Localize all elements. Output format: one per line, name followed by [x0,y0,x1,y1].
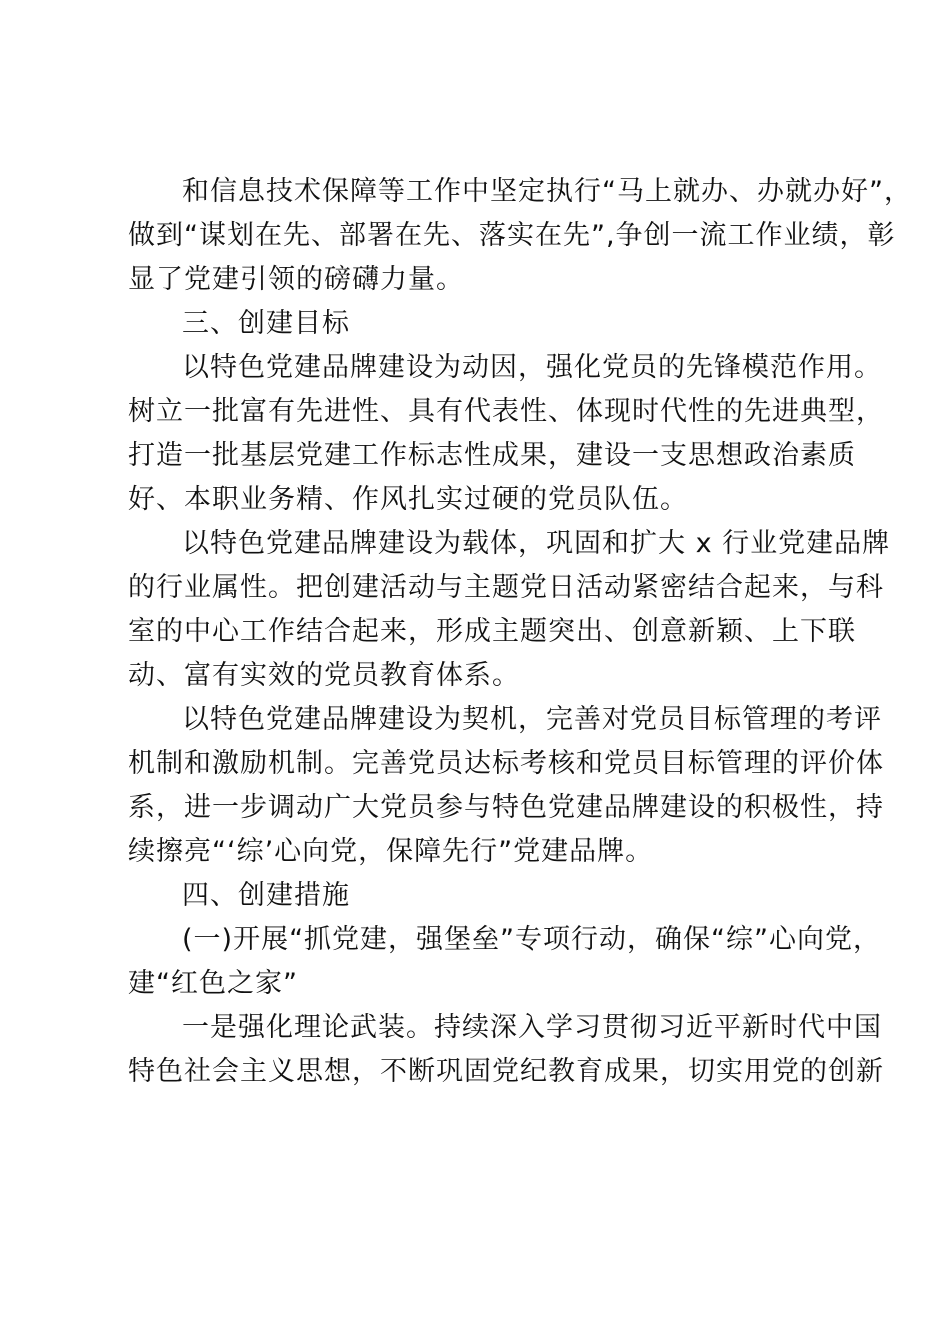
subsection-heading-continued: 建“红色之家” [128,968,298,999]
section-heading-goals: 三、创建目标 [182,308,350,339]
paragraph-line: 系，进一步调动广大党员参与特色党建品牌建设的积极性，持 [128,792,884,823]
paragraph-line: 室的中心工作结合起来，形成主题突出、创意新颖、上下联 [128,616,856,647]
paragraph-line: 以特色党建品牌建设为契机，完善对党员目标管理的考评 [182,704,882,735]
paragraph-line: 和信息技术保障等工作中坚定执行“马上就办、办就办好”， [182,176,912,207]
paragraph-line: 打造一批基层党建工作标志性成果，建设一支思想政治素质 [128,440,856,471]
document-body [128,170,912,1094]
paragraph-line: 的行业属性。把创建活动与主题党日活动紧密结合起来，与科 [128,572,884,603]
paragraph-line: 好、本职业务精、作风扎实过硬的党员队伍。 [128,484,688,515]
paragraph-line: 一是强化理论武装。持续深入学习贯彻习近平新时代中国 [182,1012,882,1043]
paragraph-line: 显了党建引领的磅礴力量。 [128,264,464,295]
paragraph-line: 以特色党建品牌建设为动因，强化党员的先锋模范作用。 [182,352,882,383]
paragraph-line: 机制和激励机制。完善党员达标考核和党员目标管理的评价体 [128,748,884,779]
paragraph-line: 续擦亮“‘综’心向党，保障先行”党建品牌。 [128,836,654,867]
paragraph-line: 以特色党建品牌建设为载体，巩固和扩大 x 行业党建品牌 [182,528,891,559]
subsection-heading: (一)开展“抓党建，强堡垒”专项行动，确保“综”心向党， [182,924,882,955]
paragraph-line: 特色社会主义思想，不断巩固党纪教育成果，切实用党的创新 [128,1056,884,1087]
paragraph-line: 动、富有实效的党员教育体系。 [128,660,520,691]
section-heading-measures: 四、创建措施 [182,880,350,911]
paragraph-line: 树立一批富有先进性、具有代表性、体现时代性的先进典型， [128,396,884,427]
paragraph-line: 做到“谋划在先、部署在先、落实在先”,争创一流工作业绩，彰 [128,220,896,251]
